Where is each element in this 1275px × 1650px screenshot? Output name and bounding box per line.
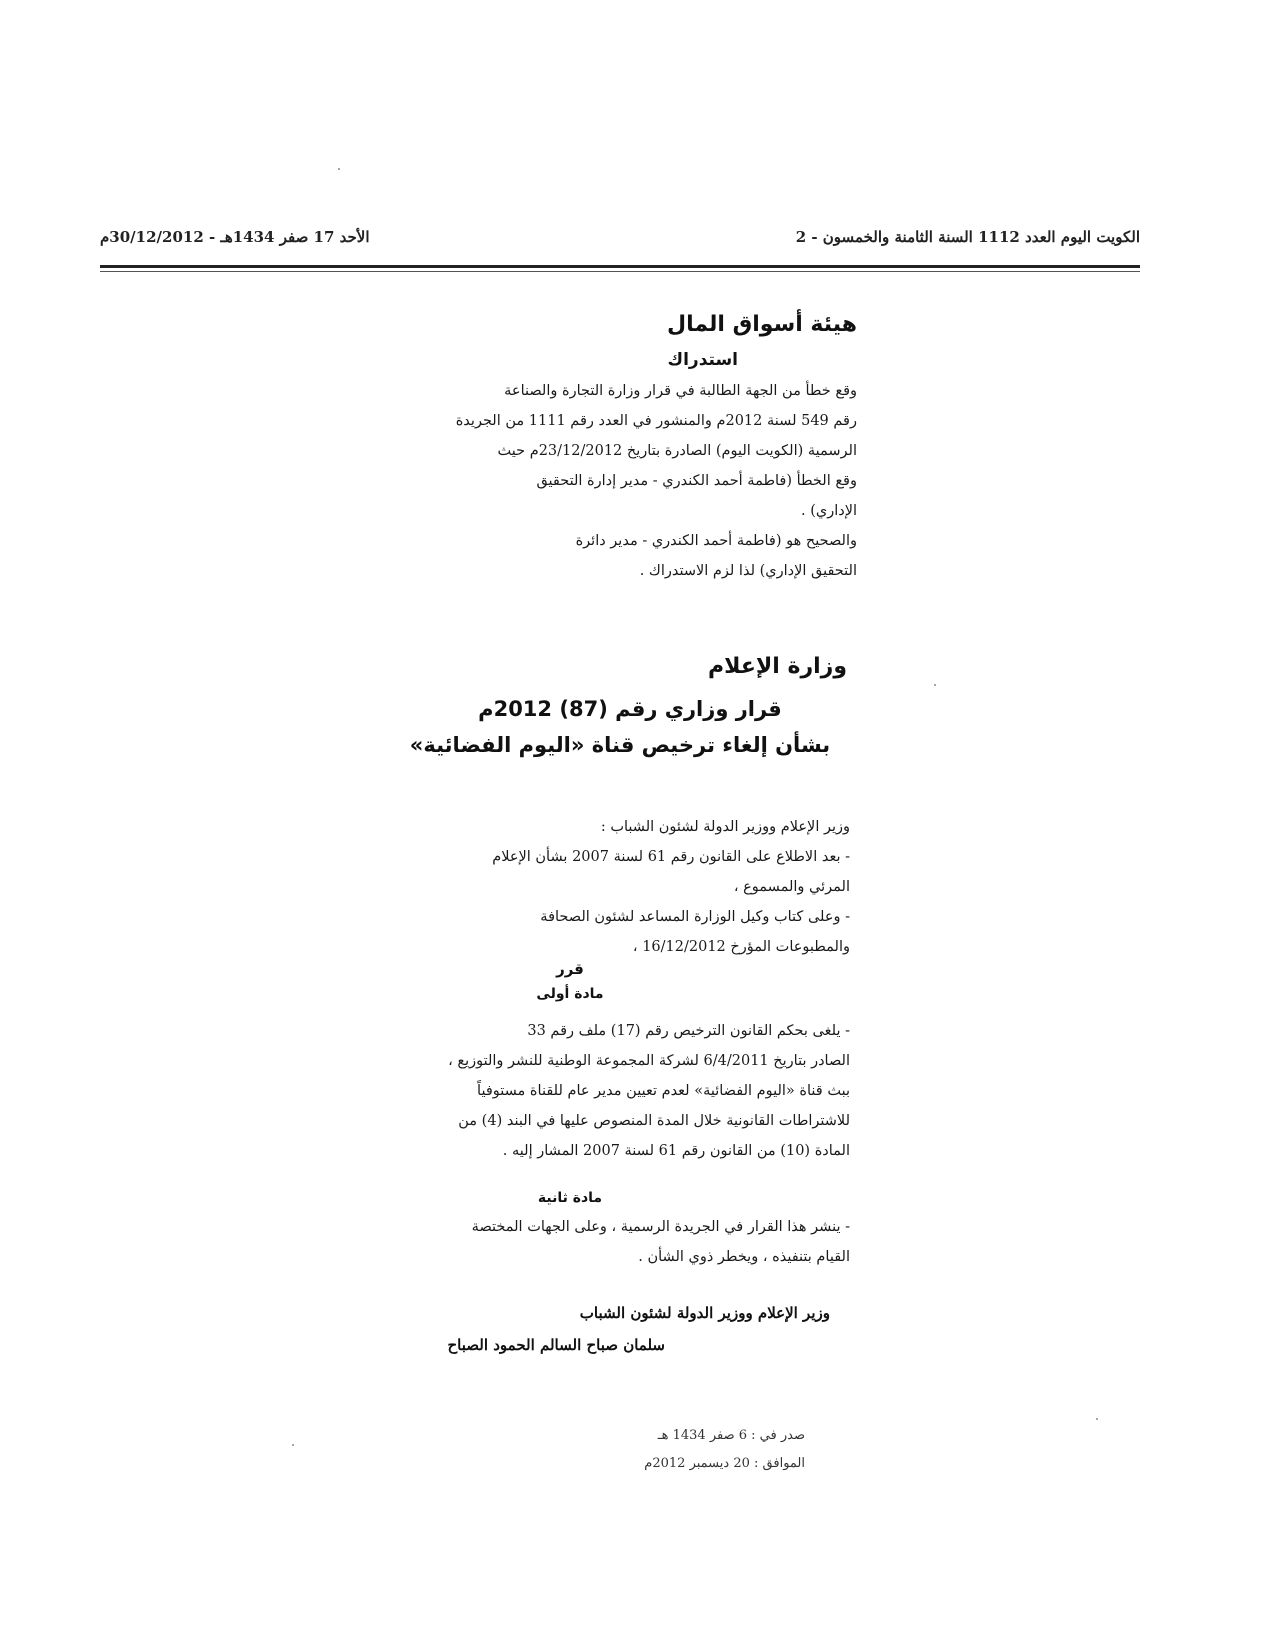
header-rule-thick <box>100 265 1140 268</box>
scan-speck <box>934 684 936 686</box>
text-line: - يلغى بحكم القانون الترخيص رقم (17) ملف رقم 33 <box>527 1023 850 1039</box>
text-line: رقم 549 لسنة 2012م والمنشور في العدد رقم 1111 من الجريدة <box>455 413 857 429</box>
text-line: والصحيح هو (فاطمة أحمد الكندري - مدير دائرة <box>575 533 857 549</box>
scan-speck <box>338 168 340 170</box>
article-2-title: مادة ثانية <box>537 1190 603 1206</box>
section-title-capital-markets: هيئة أسواق المال <box>667 312 857 337</box>
text-line: وزير الإعلام ووزير الدولة لشئون الشباب : <box>600 819 850 835</box>
text-line: المادة (10) من القانون رقم 61 لسنة 2007 المشار إليه . <box>502 1143 850 1159</box>
text-line: القيام بتنفيذه ، ويخطر ذوي الشأن . <box>638 1249 850 1265</box>
text-line: وقع الخطأ (فاطمة أحمد الكندري - مدير إدارة التحقيق <box>536 473 857 489</box>
section-title-ministry-information: وزارة الإعلام <box>708 654 847 679</box>
running-header <box>100 228 1140 252</box>
text-line: - ينشر هذا القرار في الجريدة الرسمية ، وعلى الجهات المختصة <box>471 1219 850 1235</box>
text-line: وقع خطأ من الجهة الطالبة في قرار وزارة التجارة والصناعة <box>504 383 857 399</box>
text-line: والمطبوعات المؤرخ 16/12/2012 ، <box>632 939 850 955</box>
section-subtitle-correction: استدراك <box>667 350 738 370</box>
decided-heading: قرر <box>556 960 584 978</box>
preamble-paragraph <box>390 812 850 962</box>
text-line: التحقيق الإداري) لذا لزم الاستدراك . <box>639 563 857 579</box>
article-1-paragraph <box>380 1016 850 1166</box>
text-line: ببث قناة «اليوم الفضائية» لعدم تعيين مدير عام للقناة مستوفياً <box>477 1083 850 1099</box>
correction-paragraph <box>397 376 857 586</box>
text-line: للاشتراطات القانونية خلال المدة المنصوص عليها في البند (4) من <box>458 1113 850 1129</box>
scan-speck <box>1096 1418 1098 1420</box>
text-line: الإداري) . <box>800 503 857 519</box>
text-line: - بعد الاطلاع على القانون رقم 61 لسنة 2007 بشأن الإعلام <box>492 849 850 865</box>
text-line: - وعلى كتاب وكيل الوزارة المساعد لشئون الصحافة <box>540 909 850 925</box>
scan-speck <box>292 1444 294 1446</box>
signatory-title: وزير الإعلام ووزير الدولة لشئون الشباب <box>579 1304 830 1322</box>
decree-title: قرار وزاري رقم (87) 2012م <box>478 697 782 721</box>
article-1-title: مادة أولى <box>536 986 604 1002</box>
decree-subject: بشأن إلغاء ترخيص قناة «اليوم الفضائية» <box>409 733 831 757</box>
header-rule-thin <box>100 271 1140 272</box>
text-line: المرئي والمسموع ، <box>733 879 850 895</box>
header-issue-info: الكويت اليوم العدد 1112 السنة الثامنة والخمسون - 2 <box>795 228 1140 246</box>
text-line: الصادر بتاريخ 6/4/2011 لشركة المجموعة الوطنية للنشر والتوزيع ، <box>448 1053 850 1069</box>
article-2-paragraph <box>380 1212 850 1272</box>
issued-date-gregorian: الموافق : 20 ديسمبر 2012م <box>644 1456 805 1471</box>
text-line: الرسمية (الكويت اليوم) الصادرة بتاريخ 23/12/2012م حيث <box>497 443 857 459</box>
header-date: الأحد 17 صفر 1434هـ - 30/12/2012م <box>100 228 370 246</box>
issued-date-hijri: صدر في : 6 صفر 1434 هـ <box>657 1428 805 1443</box>
signatory-name: سلمان صباح السالم الحمود الصباح <box>447 1336 665 1354</box>
